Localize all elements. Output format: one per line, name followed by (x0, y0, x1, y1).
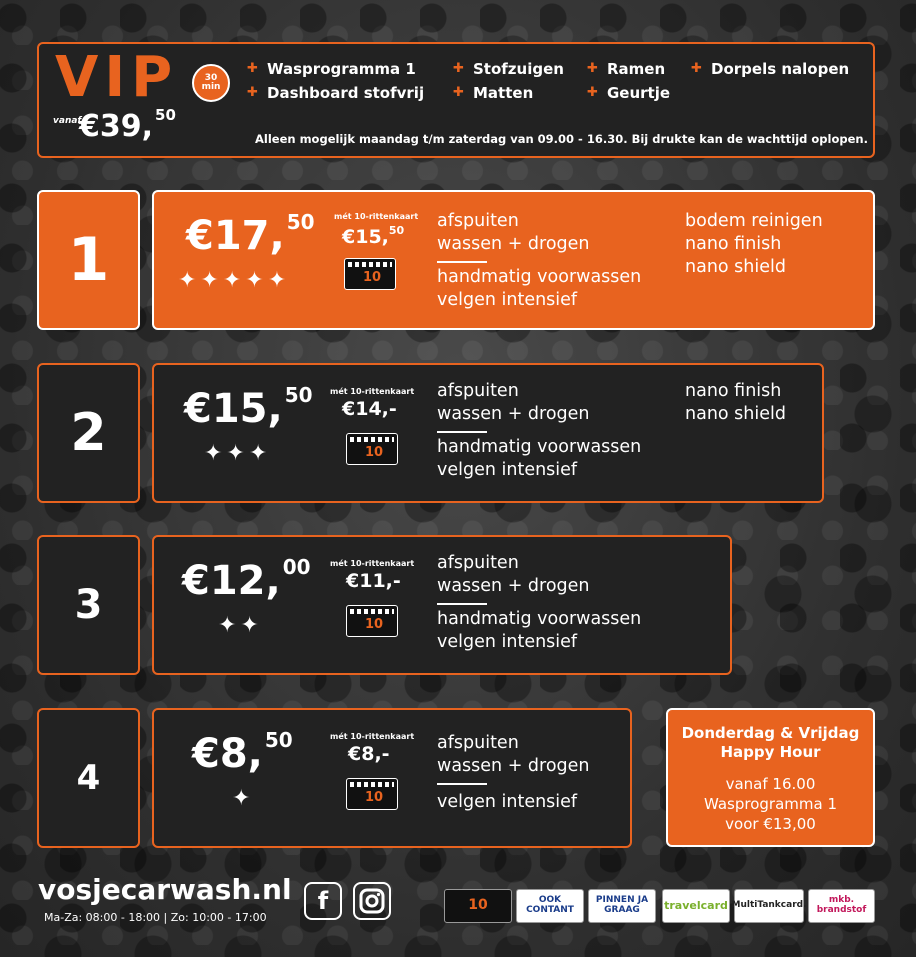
payment-travelcard: travelcard (662, 889, 730, 923)
program-2-number: 2 (37, 363, 140, 503)
fox-icon: ✚ (587, 85, 598, 100)
ride-card-icon (346, 605, 398, 637)
vip-item: ✚ Dorpels nalopen (691, 60, 850, 78)
program-1-panel (152, 190, 875, 330)
happy-hour-line: voor €13,00 (725, 815, 816, 833)
extras: nano finish nano shield (685, 381, 786, 424)
program-price: €8, $^{50}$ (192, 728, 293, 777)
card-price: €8,- (348, 743, 390, 765)
program-4-number: 4 (37, 708, 140, 848)
ride-card-icon (346, 778, 398, 810)
happy-hour-subtitle: Happy Hour (720, 743, 821, 761)
payment-pin: PINNEN JA GRAAG (588, 889, 656, 923)
card-price: €14,- (342, 398, 397, 420)
opening-hours: Ma-Za: 08:00 - 18:00 | Zo: 10:00 - 17:00 (44, 911, 267, 924)
program-2-panel (152, 363, 824, 503)
payment-10-rittenkaart: 10 (444, 889, 512, 923)
fox-icon: ✚ (247, 61, 258, 76)
vip-from-label: vanaf (53, 116, 82, 126)
card-price: €15,50 (342, 224, 405, 248)
vip-note: Alleen mogelijk maandag t/m zaterdag van 09.00 - 16.30. Bij drukte kan de wachttijd oplopen. (255, 132, 868, 146)
program-price: €15, $^{50}$ (184, 383, 313, 432)
stars-icon: ✦ (232, 786, 255, 811)
ride-card-icon (346, 433, 398, 465)
vip-item: ✚ Wasprogramma 1 (247, 60, 416, 78)
vip-panel (37, 42, 875, 158)
card-label: mét 10-rittenkaart (330, 387, 415, 396)
card-label: mét 10-rittenkaart (334, 212, 419, 221)
payment-cash: OOK CONTANT (516, 889, 584, 923)
vip-item: ✚ Matten (453, 84, 534, 102)
stars-icon: ✦✦ (218, 613, 263, 638)
card-price: €11,- (346, 570, 401, 592)
ride-card-icon (344, 258, 396, 290)
facebook-icon[interactable]: f (304, 882, 342, 920)
fox-icon: ✚ (247, 85, 258, 100)
stars-icon: ✦✦✦ (204, 441, 272, 466)
happy-hour-panel (666, 708, 875, 847)
fox-icon: ✚ (453, 61, 464, 76)
vip-item: ✚ Dashboard stofvrij (247, 84, 425, 102)
fox-icon: ✚ (453, 85, 464, 100)
program-price: €12, $^{00}$ (182, 555, 311, 604)
vip-title: VIP (55, 45, 179, 110)
payment-multitankcard: MultiTankcard. (734, 889, 804, 923)
program-3-panel (152, 535, 732, 675)
vip-price: €39, $^{50}$ (79, 106, 176, 144)
stars-icon: ✦✦✦✦✦ (178, 268, 291, 293)
fox-icon: ✚ (691, 61, 702, 76)
card-label: mét 10-rittenkaart (330, 732, 415, 741)
services: afspuiten wassen + drogen handmatig voorwassen velgen intensief (437, 553, 642, 652)
program-price: €17, $^{50}$ (186, 210, 315, 259)
services: afspuiten wassen + drogen velgen intensief (437, 733, 590, 812)
services: afspuiten wassen + drogen handmatig voorwassen velgen intensief (437, 381, 642, 480)
fox-icon: ✚ (587, 61, 598, 76)
happy-hour-line: Wasprogramma 1 (703, 795, 838, 813)
timer-30-min-icon: 30 min (192, 64, 230, 102)
vip-item: ✚ Geurtje (587, 84, 671, 102)
extras: bodem reinigen nano finish nano shield (685, 211, 823, 277)
program-1-number: 1 (37, 190, 140, 330)
payment-mkb-brandstof: mkb. brandstof (808, 889, 875, 923)
program-3-number: 3 (37, 535, 140, 675)
website-link[interactable]: vosjecarwash.nl (38, 873, 292, 906)
happy-hour-title: Donderdag & Vrijdag (681, 724, 860, 742)
services: afspuiten wassen + drogen handmatig voorwassen velgen intensief (437, 211, 642, 310)
vip-item: ✚ Stofzuigen (453, 60, 564, 78)
happy-hour-line: vanaf 16.00 (725, 775, 816, 793)
program-4-panel (152, 708, 632, 848)
vip-item: ✚ Ramen (587, 60, 666, 78)
instagram-icon[interactable] (353, 882, 391, 920)
card-label: mét 10-rittenkaart (330, 559, 415, 568)
